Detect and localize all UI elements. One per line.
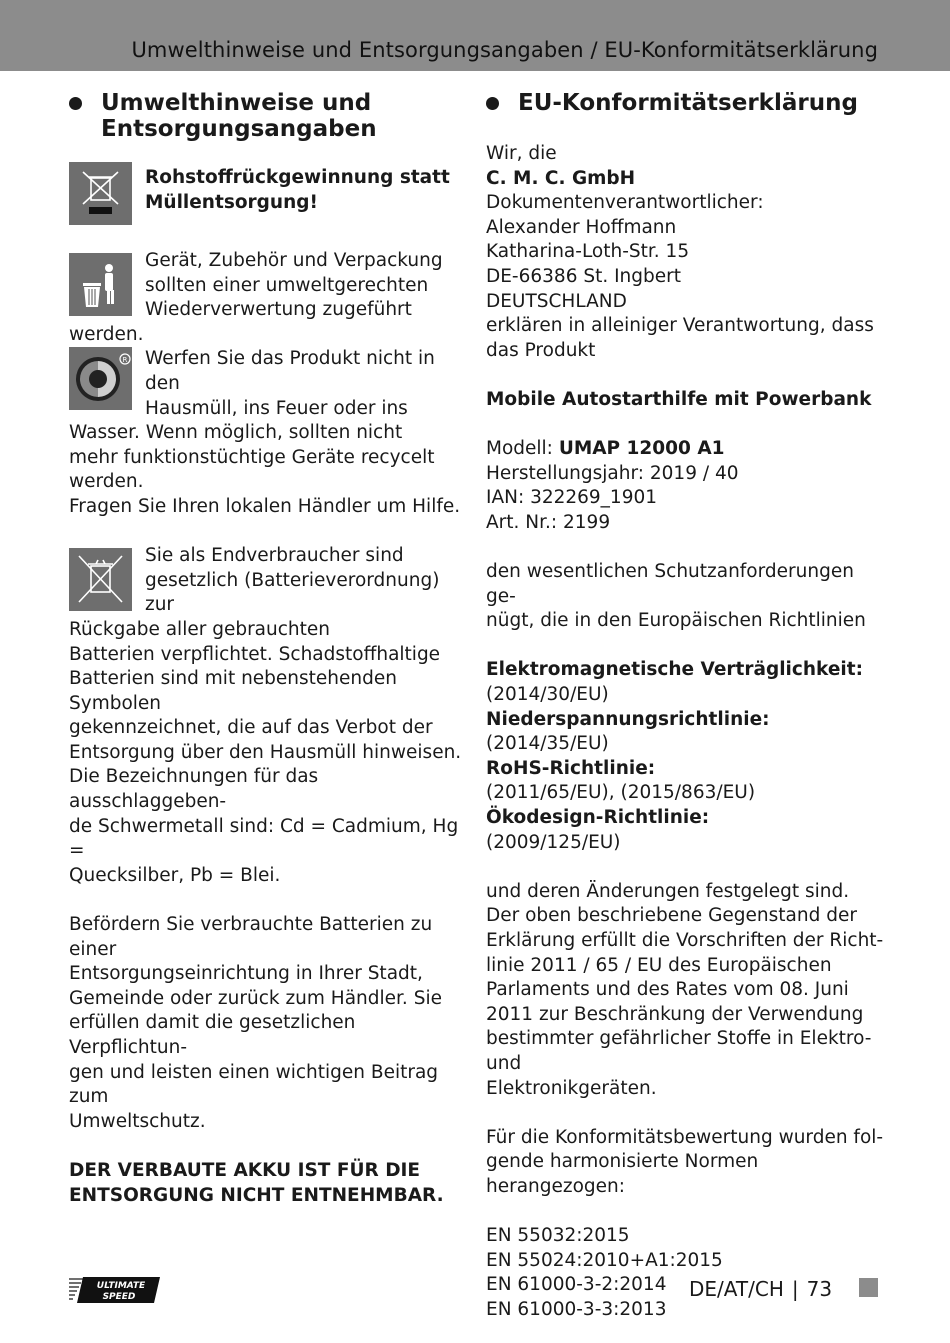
text-line: IAN: 322269_1901: [486, 487, 658, 509]
model-label: Modell:: [486, 438, 559, 460]
text-line: Art. Nr.: 2199: [486, 511, 611, 533]
norm-item: EN 55024:2010+A1:2015: [486, 1249, 723, 1271]
product-name: Mobile Autostarthilfe mit Powerbank: [486, 388, 872, 410]
conformity-heading-text: EU-Konformitätserklärung: [518, 90, 858, 116]
text-line: Katharina-Loth-Str. 15: [486, 241, 690, 263]
page-marker-square: [859, 1278, 878, 1297]
norms-list: [486, 1224, 886, 1322]
norm-item: EN 55032:2015: [486, 1225, 630, 1247]
crossed-bin-icon: [69, 548, 132, 611]
text-line: Erklärung erfüllt die Vorschriften der Richt-: [486, 930, 884, 951]
directive-name: Ökodesign-Richtlinie:: [486, 807, 710, 829]
text-line: gekennzeichnet, die auf das Verbot der: [69, 717, 433, 739]
conformity-heading: [486, 90, 886, 116]
directive-name: Elektromagnetische Verträglichkeit:: [486, 659, 863, 681]
text-line: Für die Konformitätsbewertung wurden fol-: [486, 1126, 884, 1148]
text-line: Die Bezeichnungen für das ausschlaggeben-: [69, 766, 319, 813]
text-line: Entsorgungseinrichtung in Ihrer Stadt,: [69, 963, 423, 985]
text-line: Hausmüll, ins Feuer oder ins: [145, 397, 408, 419]
text-line: Herstellungsjahr: 2019 / 40: [486, 462, 739, 484]
directive-ref: (2014/30/EU): [486, 684, 609, 706]
declarant-block: [486, 142, 886, 363]
text-line: de Schwermetall sind: Cd = Cadmium, Hg =: [69, 815, 459, 862]
environment-heading-line2: Entsorgungsangaben: [101, 116, 377, 142]
environment-heading-line1: Umwelthinweise und: [101, 90, 372, 116]
text-line: Wasser. Wenn möglich, sollten nicht: [69, 422, 403, 444]
battery-warning: [69, 1159, 467, 1208]
svg-text:R: R: [122, 356, 128, 365]
ultimate-speed-logo: [69, 1276, 160, 1304]
text-line: linie 2011 / 65 / EU des Europäischen: [486, 954, 832, 976]
model-value: UMAP 12000 A1: [558, 438, 725, 460]
bullet-icon: [486, 97, 499, 110]
text-line: werden.: [69, 323, 144, 345]
svg-text:SPEED: SPEED: [102, 1292, 136, 1302]
product-specs: [486, 437, 886, 535]
text-line: Umweltschutz.: [69, 1110, 206, 1132]
directives-list: [486, 658, 886, 855]
tidyman-icon: [69, 253, 132, 316]
text-line: das Produkt: [486, 339, 596, 361]
battery-return-paragraph: [69, 913, 467, 1134]
requirements-text: [486, 560, 886, 634]
norm-item: EN 61000-3-3:2013: [486, 1298, 667, 1320]
page-number: 73: [806, 1277, 833, 1301]
text-line: gende harmonisierte Normen herangezogen:: [486, 1151, 759, 1197]
locale-label: DE/AT/CH: [689, 1277, 784, 1301]
green-dot-icon: [69, 347, 132, 410]
directive-name: RoHS-Richtlinie:: [486, 757, 656, 779]
text-line: mehr funktionstüchtige Geräte recycelt: [69, 446, 435, 468]
norm-item: EN 61000-3-2:2014: [486, 1274, 667, 1296]
recycle-title-line2: Müllentsorgung!: [145, 191, 318, 213]
text-line: werden.: [69, 471, 144, 493]
directive-ref: (2011/65/EU), (2015/863/EU): [486, 782, 756, 804]
text-line: Gerät, Zubehör und Verpackung: [145, 250, 443, 271]
text-line: Elektronikgeräten.: [486, 1077, 657, 1099]
page-header-title: Umwelthinweise und Entsorgungsangaben / EU-Konformitätserklärung: [131, 38, 878, 62]
text-line: Werfen Sie das Produkt nicht in den: [145, 348, 435, 394]
text-line: und deren Änderungen festgelegt sind.: [486, 880, 850, 902]
packaging-paragraph: [69, 249, 467, 520]
text-line: Fragen Sie Ihren lokalen Händler um Hilfe.: [69, 495, 461, 517]
left-column: [69, 90, 467, 1208]
text-line: DE-66386 St. Ingbert: [486, 265, 682, 287]
bullet-icon: [69, 97, 82, 110]
text-line: Sie als Endverbraucher sind: [145, 545, 404, 567]
text-line: Quecksilber, Pb = Blei.: [69, 864, 281, 886]
norms-intro: [486, 1126, 886, 1200]
warning-line1: DER VERBAUTE AKKU IST FÜR DIE: [69, 1159, 421, 1181]
directive-name: Niederspannungsrichtlinie:: [486, 708, 770, 730]
text-line: gesetzlich (Batterieverordnung) zur: [145, 569, 440, 616]
directive-ref: (2009/125/EU): [486, 831, 621, 853]
intro-text: Wir, die: [486, 143, 557, 164]
text-line: Dokumentenverantwortlicher:: [486, 192, 764, 214]
warning-line2: ENTSORGUNG NICHT ENTNEHMBAR.: [69, 1184, 444, 1206]
text-line: sollten einer umweltgerechten: [145, 274, 429, 296]
text-line: Parlaments und des Rates vom 08. Juni: [486, 979, 849, 1001]
text-line: den wesentlichen Schutzanforderungen ge-: [486, 561, 854, 607]
text-line: Batterien verpflichtet. Schadstoffhaltige: [69, 643, 441, 665]
footer-separator: |: [791, 1277, 799, 1301]
directive-ref: (2014/35/EU): [486, 733, 609, 755]
battery-paragraph: [69, 544, 467, 888]
text-line: Wiederverwertung zugeführt: [145, 299, 412, 321]
text-line: Entsorgung über den Hausmüll hinweisen.: [69, 741, 462, 763]
crossed-bin-bar-icon: [69, 162, 132, 225]
text-line: Alexander Hoffmann: [486, 216, 677, 238]
text-line: DEUTSCHLAND: [486, 290, 627, 312]
text-line: bestimmter gefährlicher Stoffe in Elektro- und: [486, 1028, 872, 1074]
company-name: C. M. C. GmbH: [486, 167, 636, 189]
text-line: Befördern Sie verbrauchte Batterien zu einer: [69, 914, 433, 960]
recycle-title-line1: Rohstoffrückgewinnung statt: [145, 167, 450, 188]
text-line: Batterien sind mit nebenstehenden Symbolen: [69, 668, 397, 714]
text-line: erklären in alleiniger Verantwortung, dass: [486, 315, 874, 337]
text-line: Der oben beschriebene Gegenstand der: [486, 905, 857, 927]
page-footer: [689, 1277, 832, 1301]
recycle-notice: [69, 162, 467, 225]
text-line: Rückgabe aller gebrauchten: [69, 618, 330, 640]
text-line: nügt, die in den Europäischen Richtlinien: [486, 610, 866, 632]
text-line: 2011 zur Beschränkung der Verwendung: [486, 1003, 864, 1025]
text-line: Gemeinde oder zurück zum Händler. Sie: [69, 987, 442, 1009]
right-column: [486, 90, 886, 1323]
text-line: erfüllen damit die gesetzlichen Verpflichtun-: [69, 1012, 356, 1058]
environment-heading: [69, 90, 467, 142]
svg-text:ULTIMATE: ULTIMATE: [96, 1281, 146, 1291]
closing-paragraph: [486, 880, 886, 1101]
text-line: gen und leisten einen wichtigen Beitrag zum: [69, 1061, 439, 1108]
